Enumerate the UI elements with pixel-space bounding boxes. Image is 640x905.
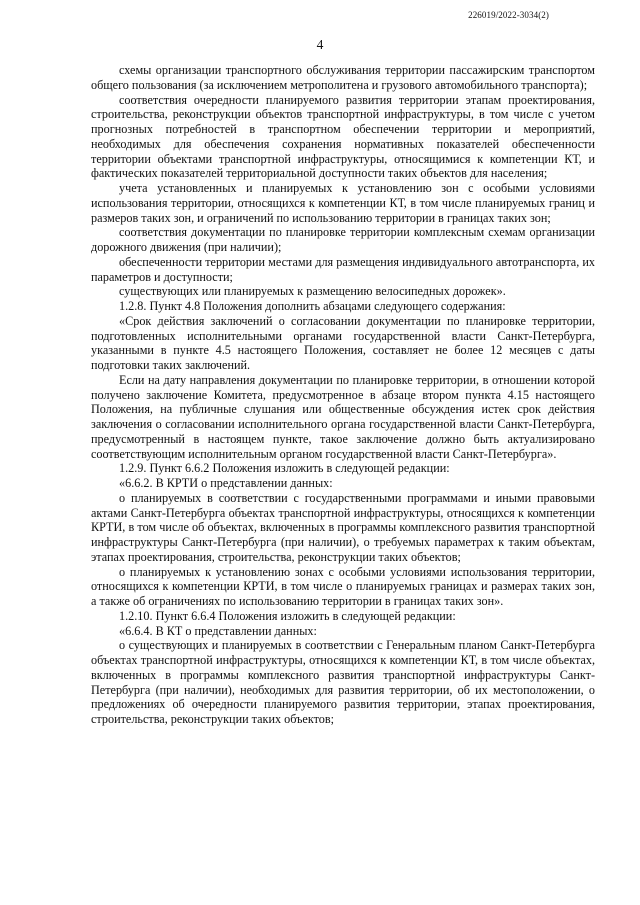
clause-heading: 1.2.8. Пункт 4.8 Положения дополнить абзацами следующего содержания:	[119, 299, 506, 313]
paragraph: обеспеченности территории местами для размещения индивидуального автотранспорта, их параметров и доступности;	[91, 254, 595, 284]
paragraph: о планируемых к установлению зонах с особыми условиями использования территории, относящихся к компетенции КРТИ, в том числе о планируемых границах и размерах таких зон, а также об ограничениях по использованию территории в границах таких зон».	[91, 564, 595, 608]
paragraph: о существующих и планируемых в соответствии с Генеральным планом Санкт-Петербурга объектах транспортной инфраструктуры, относящихся к компетенции КТ, в том числе объектах, включенных в программы комплексного развития транспортной инфраструктуры Санкт-Петербурга (при наличии), необходимых для развития территории, об их местоположении, о предложениях об очередности планируемого развития территории, этапах проектирования, строительства, реконструкции таких объектов;	[91, 638, 595, 726]
clause-heading: 1.2.10. Пункт 6.6.4 Положения изложить в следующей редакции:	[119, 608, 456, 623]
document-body	[91, 63, 595, 727]
paragraph: «6.6.4. В КТ о представлении данных:	[119, 623, 317, 638]
paragraph: о планируемых в соответствии с государственными программами и иными правовыми актами Санкт-Петербурга объектах транспортной инфраструктуры, относящихся к компетенции КРТИ, в том числе об объектах, включенных в программы комплексного развития транспортной инфраструктуры Санкт-Петербурга (при наличии), о требуемых параметрах к таким объектам, этапах проектирования, строительства, реконструкции таких объектов;	[91, 490, 595, 564]
paragraph: «6.6.2. В КРТИ о представлении данных:	[119, 476, 333, 490]
paragraph: учета установленных и планируемых к установлению зон с особыми условиями использования территории, относящихся к компетенции КТ, в том числе планируемых границ и размеров таких зон, и ограничений по использованию территории в границах таких зон;	[91, 181, 595, 225]
paragraph: Если на дату направления документации по планировке территории, в отношении которой получено заключение Комитета, предусмотренное в абзаце втором пункта 4.15 настоящего Положения, на публичные слушания или общественные обсуждения истек срок действия заключения о согласовании исполнительного органа государственной власти Санкт-Петербурга, предусмотренный в настоящем пункте, такое заключение должно быть актуализировано соответствующим исполнительным органом государственной власти Санкт-Петербурга».	[91, 372, 595, 461]
paragraph: схемы организации транспортного обслуживания территории пассажирским транспортом общего пользования (за исключением метрополитена и грузового автомобильного транспорта);	[91, 63, 595, 92]
document-id: 226019/2022-3034(2)	[468, 10, 549, 20]
paragraph: существующих или планируемых к размещению велосипедных дорожек».	[119, 284, 506, 299]
paragraph: соответствия документации по планировке территории комплексным схемам организации дорожного движения (при наличии);	[91, 225, 595, 254]
clause-heading: 1.2.9. Пункт 6.6.2 Положения изложить в следующей редакции:	[119, 461, 450, 476]
paragraph: соответствия очередности планируемого развития территории этапам проектирования, строительства, реконструкции объектов транспортной инфраструктуры, в том числе с учетом прогнозных потребностей в транспортном обеспечении территории и мероприятий, необходимых для обеспечения сохранения нормативных показателей обеспеченности территории объектами транспортной инфраструктуры, относящимися к компетенции КТ, и фактических показателей территориальной доступности таких объектов для населения;	[91, 92, 595, 181]
paragraph: «Срок действия заключений о согласовании документации по планировке территории, подготовленных исполнительными органами государственной власти Санкт-Петербурга, указанными в пункте 4.5 настоящего Положения, составляет не более 12 месяцев с даты подготовки таких заключений.	[91, 313, 595, 372]
page-number: 4	[316, 37, 324, 52]
